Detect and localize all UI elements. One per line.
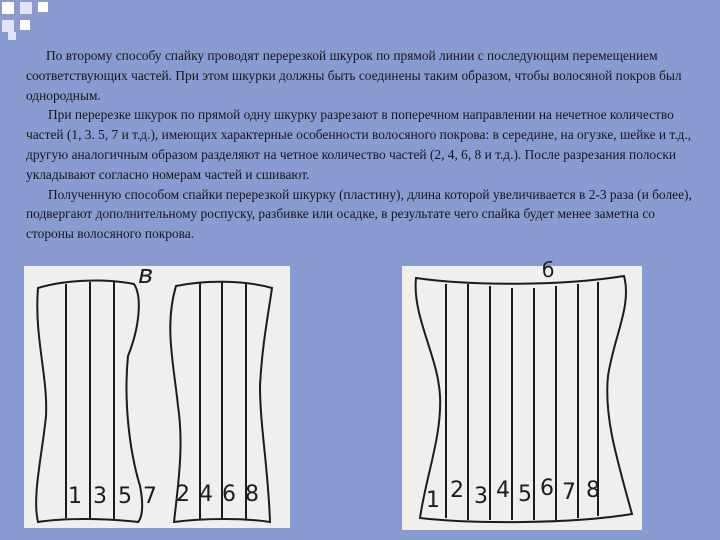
corner-decoration bbox=[0, 0, 60, 40]
figure-right-letter: б bbox=[542, 258, 555, 282]
part-number-3: 3 bbox=[474, 484, 488, 509]
paragraph-2: При перерезке шкурок по прямой одну шкурку разрезают в поперечном направлении на нечетное количество частей (1, 3. 5, 7 и т.д.), имеющих характерные особенности волосяного покрова: в середине, на огузке, шейке и т.д., другую аналогичным образом разделяют на четное количество частей (2, 4, 6, 8 и т.д.). После разрезания полоски укладывают согласно номерам частей и сшивают. bbox=[26, 107, 692, 182]
part-number-6: 6 bbox=[540, 476, 554, 501]
figure-left-skins bbox=[24, 260, 290, 528]
part-number-1: 1 bbox=[426, 488, 440, 513]
even-part-numbers: 2 4 6 8 bbox=[176, 482, 260, 507]
body-text bbox=[26, 46, 698, 244]
part-number-8: 8 bbox=[586, 478, 600, 503]
paragraph-3: Полученную способом спайки перерезкой шкурку (пластину), длина которой увеличивается в 2-3 раза (и более), подвергают дополнительному роспуску, разбивке или осадке, в результате чего спайка будет менее заметна со стороны волосяного покрова. bbox=[26, 186, 692, 242]
odd-part-numbers: 1 3 5 7 bbox=[68, 484, 159, 509]
part-number-2: 2 bbox=[450, 478, 464, 503]
paragraph-1: По второму способу спайку проводят перерезкой шкурок по прямой линии с последующим перемещением соответствующих частей. При этом шкурки должны быть соединены таким образом, чтобы волосяной покров был однородным. bbox=[26, 48, 682, 103]
part-number-5: 5 bbox=[518, 482, 532, 507]
figure-right-joined-plate bbox=[402, 258, 642, 530]
figure-left-letter: в bbox=[138, 260, 154, 290]
plate-part-numbers bbox=[422, 476, 632, 513]
part-number-7: 7 bbox=[562, 480, 576, 505]
part-number-4: 4 bbox=[496, 478, 510, 503]
